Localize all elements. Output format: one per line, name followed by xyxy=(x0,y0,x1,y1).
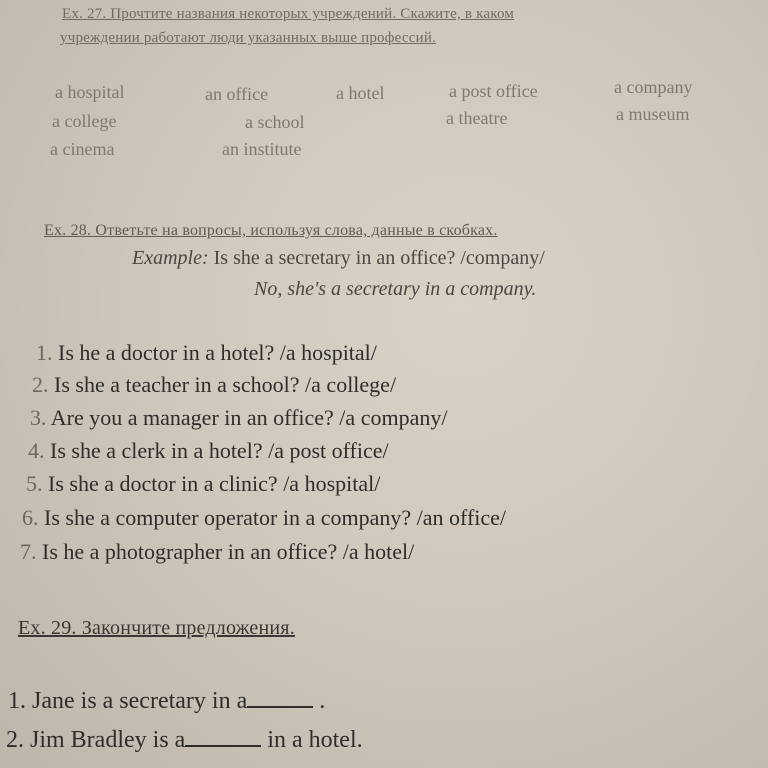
question-item xyxy=(30,405,447,431)
question-text: Is she a teacher in a school? /a college/ xyxy=(54,372,397,397)
question-number: 1. xyxy=(36,340,53,365)
institution-item: a school xyxy=(245,112,305,132)
sentence-number: 1. xyxy=(8,688,26,714)
institution-item: a cinema xyxy=(50,139,115,159)
question-item xyxy=(28,438,389,464)
institution-item: a theatre xyxy=(446,108,508,128)
sentence-text-before: Jane is a secretary in a xyxy=(32,688,248,714)
sentence-text-after: in a hotel. xyxy=(267,727,363,753)
question-item xyxy=(22,505,506,531)
example-line xyxy=(132,247,545,270)
institution-item: an institute xyxy=(222,139,302,159)
sentence-item xyxy=(8,688,325,715)
question-number: 3. xyxy=(30,405,47,430)
answer-blank[interactable] xyxy=(185,745,261,747)
institution-item: a college xyxy=(52,111,117,131)
example-answer: No, she's a secretary in a company. xyxy=(254,278,537,300)
question-item xyxy=(20,539,414,565)
question-text: Is she a computer operator in a company? /an office/ xyxy=(44,505,507,530)
question-text: Is he a photographer in an office? /a hotel/ xyxy=(42,539,415,564)
question-number: 7. xyxy=(20,539,37,564)
question-item xyxy=(32,372,396,398)
sentence-number: 2. xyxy=(6,727,24,753)
example-question: Is she a secretary in an office? /company/ xyxy=(213,247,545,269)
question-text: Is she a doctor in a clinic? /a hospital/ xyxy=(48,471,381,496)
question-number: 6. xyxy=(22,505,39,530)
institution-item: a post office xyxy=(449,81,538,101)
question-number: 4. xyxy=(28,438,45,463)
question-number: 5. xyxy=(26,471,43,496)
question-item xyxy=(26,471,380,497)
question-text: Is he a doctor in a hotel? /a hospital/ xyxy=(58,340,377,365)
institution-item: a company xyxy=(614,77,693,97)
ex27-heading-line2: учреждении работают люди указанных выше профессий. xyxy=(60,30,437,46)
ex27-heading: Ex. 27. Прочтите названия некоторых учреждений. Скажите, в каком xyxy=(62,6,515,22)
example-label: Example: xyxy=(132,247,209,269)
ex28-heading: Ex. 28. Ответьте на вопросы, используя слова, данные в скобках. xyxy=(44,222,498,239)
answer-blank[interactable] xyxy=(247,706,313,708)
sentence-text-before: Jim Bradley is a xyxy=(30,727,186,753)
sentence-text-after: . xyxy=(319,688,326,714)
sentence-item xyxy=(6,727,363,754)
question-item xyxy=(36,340,377,366)
institution-item: a hospital xyxy=(55,82,125,102)
question-text: Are you a manager in an office? /a company/ xyxy=(50,405,448,430)
question-number: 2. xyxy=(32,372,49,397)
institution-item: an office xyxy=(205,84,269,104)
ex29-heading: Ex. 29. Закончите предложения. xyxy=(18,617,295,639)
question-text: Is she a clerk in a hotel? /a post office/ xyxy=(50,438,389,463)
institution-item: a hotel xyxy=(336,83,385,103)
institution-item: a museum xyxy=(616,104,690,124)
